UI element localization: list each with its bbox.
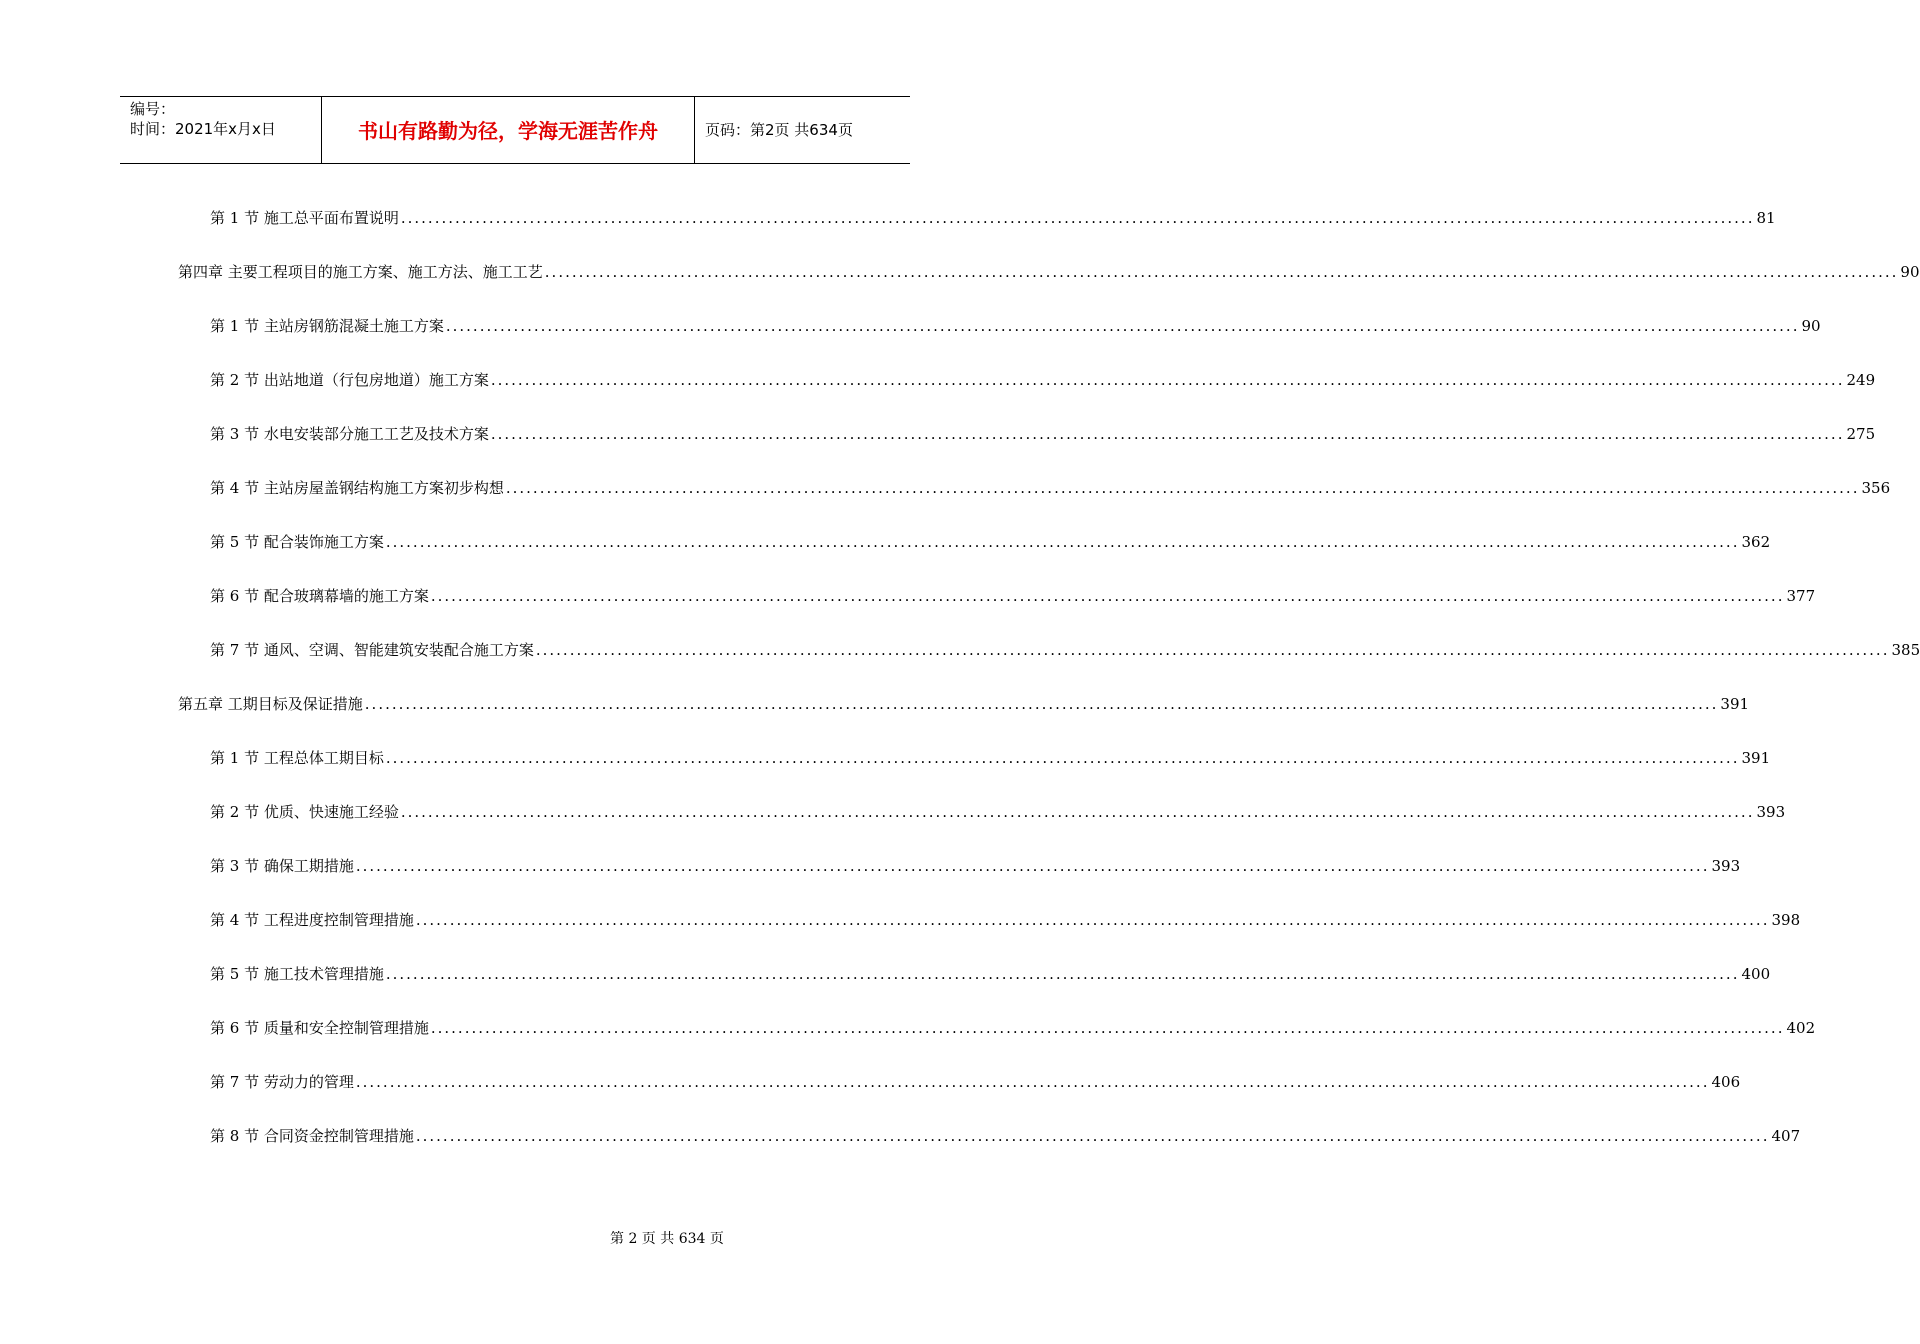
toc-entry-title: 第 4 节 工程进度控制管理措施	[210, 911, 414, 929]
toc-entry-title: 第 3 节 确保工期措施	[210, 857, 354, 875]
toc-entry[interactable]	[210, 424, 1876, 444]
toc-entry-title: 第 4 节 主站房屋盖钢结构施工方案初步构想	[210, 479, 504, 497]
toc-entry[interactable]	[210, 532, 1771, 552]
toc-entry-page: 385	[1891, 641, 1920, 659]
toc-entry-page: 90	[1801, 317, 1821, 335]
header-page-cell	[695, 97, 910, 163]
toc-entry[interactable]	[178, 694, 1750, 714]
toc-entry-title: 第 5 节 配合装饰施工方案	[210, 533, 384, 551]
toc-dot-leader: ........................................................................................................................................................................................................	[385, 749, 1740, 767]
document-header	[120, 96, 910, 164]
toc-entry[interactable]	[210, 802, 1786, 822]
header-page-info: 页码：第2页 共634页	[705, 121, 853, 139]
toc-entry-title: 第 1 节 主站房钢筋混凝土施工方案	[210, 317, 444, 335]
toc-entry[interactable]	[210, 1126, 1801, 1146]
toc-entry[interactable]	[210, 1072, 1741, 1092]
toc-dot-leader: ........................................................................................................................................................................................................	[535, 641, 1890, 659]
toc-entry[interactable]	[210, 208, 1776, 228]
toc-entry[interactable]	[210, 1018, 1816, 1038]
toc-entry-page: 406	[1711, 1073, 1741, 1091]
toc-entry[interactable]	[210, 910, 1801, 930]
document-time-label: 时间：2021年x月x日	[130, 120, 276, 138]
toc-dot-leader: ........................................................................................................................................................................................................	[430, 587, 1785, 605]
toc-entry[interactable]	[210, 370, 1876, 390]
toc-entry-title: 第 2 节 优质、快速施工经验	[210, 803, 399, 821]
toc-dot-leader: ........................................................................................................................................................................................................	[400, 803, 1755, 821]
toc-entry-title: 第 6 节 质量和安全控制管理措施	[210, 1019, 429, 1037]
toc-entry-page: 356	[1861, 479, 1891, 497]
toc-entry-page: 407	[1771, 1127, 1801, 1145]
toc-entry[interactable]	[210, 748, 1771, 768]
document-number-label: 编号：	[130, 100, 176, 118]
page-footer: 第 2 页 共 634 页	[610, 1231, 724, 1247]
toc-entry-title: 第 2 节 出站地道（行包房地道）施工方案	[210, 371, 489, 389]
toc-dot-leader: ........................................................................................................................................................................................................	[445, 317, 1800, 335]
toc-entry-page: 391	[1720, 695, 1750, 713]
toc-dot-leader: ........................................................................................................................................................................................................	[490, 371, 1845, 389]
toc-dot-leader: ........................................................................................................................................................................................................	[364, 695, 1719, 713]
toc-entry-title: 第四章 主要工程项目的施工方案、施工方法、施工工艺	[178, 263, 543, 281]
toc-dot-leader: ........................................................................................................................................................................................................	[400, 209, 1755, 227]
toc-entry-page: 275	[1846, 425, 1876, 443]
toc-entry[interactable]	[210, 316, 1821, 336]
toc-entry-page: 400	[1741, 965, 1771, 983]
toc-entry[interactable]	[210, 964, 1771, 984]
toc-dot-leader: ........................................................................................................................................................................................................	[544, 263, 1899, 281]
toc-dot-leader: ........................................................................................................................................................................................................	[355, 1073, 1710, 1091]
toc-dot-leader: ........................................................................................................................................................................................................	[385, 965, 1740, 983]
header-motto: 书山有路勤为径，学海无涯苦作舟	[358, 119, 658, 143]
toc-entry-page: 90	[1900, 263, 1920, 281]
toc-dot-leader: ........................................................................................................................................................................................................	[430, 1019, 1785, 1037]
toc-dot-leader: ........................................................................................................................................................................................................	[415, 911, 1770, 929]
toc-entry-title: 第 8 节 合同资金控制管理措施	[210, 1127, 414, 1145]
toc-dot-leader: ........................................................................................................................................................................................................	[385, 533, 1740, 551]
toc-dot-leader: ........................................................................................................................................................................................................	[505, 479, 1860, 497]
toc-dot-leader: ........................................................................................................................................................................................................	[355, 857, 1710, 875]
header-meta-cell	[120, 97, 321, 163]
toc-dot-leader: ........................................................................................................................................................................................................	[415, 1127, 1770, 1145]
toc-entry-page: 393	[1711, 857, 1741, 875]
toc-entry[interactable]	[178, 262, 1920, 282]
toc-dot-leader: ........................................................................................................................................................................................................	[490, 425, 1845, 443]
toc-entry-title: 第 6 节 配合玻璃幕墙的施工方案	[210, 587, 429, 605]
toc-entry-title: 第 3 节 水电安装部分施工工艺及技术方案	[210, 425, 489, 443]
toc-entry-page: 402	[1786, 1019, 1816, 1037]
toc-entry-page: 398	[1771, 911, 1801, 929]
toc-entry-page: 377	[1786, 587, 1816, 605]
toc-entry-title: 第 1 节 工程总体工期目标	[210, 749, 384, 767]
toc-entry-title: 第五章 工期目标及保证措施	[178, 695, 363, 713]
header-motto-cell	[321, 97, 695, 163]
toc-entry-page: 393	[1756, 803, 1786, 821]
toc-entry-title: 第 1 节 施工总平面布置说明	[210, 209, 399, 227]
toc-entry-title: 第 7 节 通风、空调、智能建筑安装配合施工方案	[210, 641, 534, 659]
toc-entry-page: 362	[1741, 533, 1771, 551]
toc-entry[interactable]	[210, 478, 1891, 498]
toc-entry-title: 第 5 节 施工技术管理措施	[210, 965, 384, 983]
toc-entry-page: 249	[1846, 371, 1876, 389]
toc-entry-page: 391	[1741, 749, 1771, 767]
toc-entry-title: 第 7 节 劳动力的管理	[210, 1073, 354, 1091]
toc-entry[interactable]	[210, 640, 1920, 660]
toc-entry[interactable]	[210, 586, 1816, 606]
toc-entry-page: 81	[1756, 209, 1776, 227]
toc-entry[interactable]	[210, 856, 1741, 876]
